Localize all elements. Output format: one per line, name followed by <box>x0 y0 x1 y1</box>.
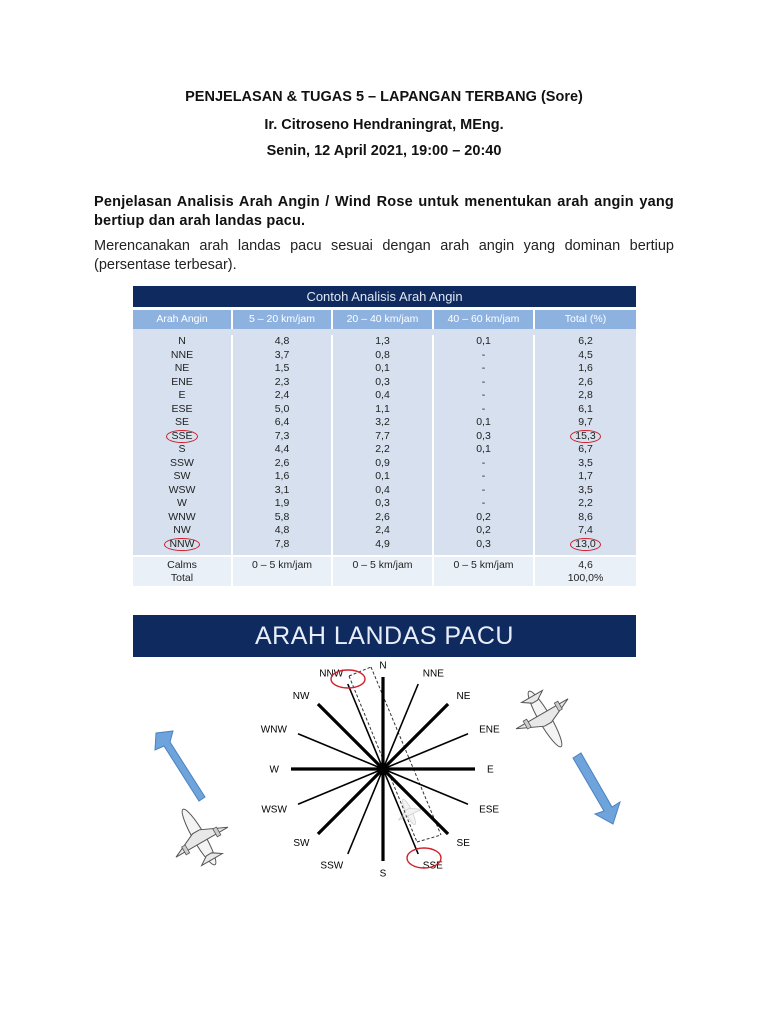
table-cell: 0,1 <box>375 470 390 482</box>
compass-label-nw: NW <box>292 690 310 702</box>
compass-label-e: E <box>487 764 494 776</box>
table-cell: - <box>481 470 486 482</box>
table-cell: 3,2 <box>375 416 390 428</box>
author-line: Ir. Citroseno Hendraningrat, MEng. <box>264 117 504 133</box>
table-cell: 0,1 <box>476 443 491 455</box>
table-header-row <box>133 310 636 329</box>
table-cell: NW <box>173 524 191 536</box>
table-footer-row <box>133 555 636 586</box>
compass-label-ene: ENE <box>479 724 500 736</box>
table-cell: 4,8 <box>274 524 290 536</box>
table-cell: SW <box>173 470 191 482</box>
table-cell: 0,1 <box>375 362 390 374</box>
airplane-icon <box>157 794 241 879</box>
grand-total: 100,0% <box>567 572 604 584</box>
table-cell: 15,3 <box>535 430 636 444</box>
speed-5-20-column <box>233 335 333 555</box>
table-cell: SE <box>174 416 189 428</box>
page-title: PENJELASAN & TUGAS 5 – LAPANGAN TERBANG (Sore) <box>185 89 583 105</box>
table-cell: 2,4 <box>375 524 390 536</box>
wind-rose-diagram <box>133 657 636 887</box>
table-cell: SSE <box>133 430 231 444</box>
header-5-20: 5 – 20 km/jam <box>233 310 333 329</box>
table-cell: WNW <box>168 510 196 523</box>
table-cell: - <box>481 389 486 401</box>
table-cell: S <box>178 443 186 455</box>
table-cell: 0,3 <box>375 497 390 509</box>
wind-analysis-table <box>133 286 636 586</box>
compass-label-w: W <box>269 764 279 776</box>
runway-banner: ARAH LANDAS PACU <box>133 615 636 657</box>
table-cell: 0,9 <box>375 456 390 469</box>
table-cell: NNE <box>170 348 194 361</box>
table-cell: 1,6 <box>274 470 290 482</box>
footer-totals <box>535 557 636 586</box>
table-cell: 8,6 <box>578 510 593 523</box>
compass-label-ssw: SSW <box>320 860 344 872</box>
footer-labels <box>133 557 233 586</box>
table-cell: 6,4 <box>274 416 290 428</box>
table-cell: 3,1 <box>274 483 290 496</box>
table-body <box>133 329 636 555</box>
calm-5-20: 0 – 5 km/jam <box>233 557 333 586</box>
table-cell: 1,5 <box>274 362 290 374</box>
table-cell: ENE <box>171 375 193 388</box>
table-cell: 2,6 <box>578 375 593 388</box>
table-cell: 6,2 <box>578 335 593 347</box>
table-cell: 6,1 <box>578 402 593 415</box>
compass-label-nne: NNE <box>422 668 444 680</box>
compass-label-ne: NE <box>456 690 471 702</box>
table-cell: - <box>481 348 486 361</box>
arrow-northwest-icon <box>155 731 205 801</box>
table-cell: 4,8 <box>274 335 290 347</box>
compass-label-n: N <box>379 660 387 672</box>
table-cell: 2,6 <box>274 456 290 469</box>
compass-label-ese: ESE <box>479 804 500 816</box>
table-cell: ESE <box>171 402 193 415</box>
header-20-40: 20 – 40 km/jam <box>333 310 434 329</box>
table-cell: 0,2 <box>476 510 491 523</box>
airplane-icon <box>503 676 587 761</box>
header-direction: Arah Angin <box>133 310 233 329</box>
compass-lines <box>291 677 475 861</box>
table-cell: 0,2 <box>476 524 491 536</box>
table-cell: 0,3 <box>476 537 491 550</box>
table-cell: 0,1 <box>476 416 491 428</box>
table-cell: 4,9 <box>375 537 390 550</box>
table-cell: 7,8 <box>274 537 290 550</box>
table-cell: 2,8 <box>578 389 593 401</box>
table-cell: 2,2 <box>578 497 593 509</box>
table-cell: 2,6 <box>375 510 390 523</box>
table-cell: 3,5 <box>578 483 593 496</box>
table-cell: SSW <box>170 456 194 469</box>
table-cell: - <box>481 362 486 374</box>
table-title: Contoh Analisis Arah Angin <box>133 286 636 307</box>
table-cell: 7,3 <box>274 429 290 442</box>
table-cell: 1,1 <box>375 402 390 415</box>
table-cell: 2,4 <box>274 389 290 401</box>
table-cell: 2,3 <box>274 375 290 388</box>
intro-paragraph: Merencanakan arah landas pacu sesuai dengan arah angin yang dominan bertiup (persentase terbesar). <box>94 238 674 273</box>
date-line: Senin, 12 April 2021, 19:00 – 20:40 <box>266 143 502 159</box>
table-cell: 1,7 <box>578 470 593 482</box>
table-cell: 7,4 <box>578 524 593 536</box>
header-40-60: 40 – 60 km/jam <box>434 310 535 329</box>
table-cell: E <box>178 389 186 401</box>
airplane-ghost-icon <box>391 794 426 830</box>
calms-label: Calms <box>167 559 197 571</box>
table-cell: NNW <box>133 538 231 552</box>
table-cell: 4,4 <box>274 443 290 455</box>
calm-total: 4,6 <box>578 559 593 571</box>
table-cell: 4,5 <box>578 348 593 361</box>
calm-40-60: 0 – 5 km/jam <box>434 557 535 586</box>
table-cell: 5,8 <box>274 510 290 523</box>
compass-label-nnw: NNW <box>319 668 344 680</box>
compass-label-sw: SW <box>293 838 310 850</box>
table-cell: 0,4 <box>375 389 390 401</box>
compass-label-s: S <box>379 868 387 880</box>
table-cell: - <box>481 483 486 496</box>
table-cell: NE <box>174 362 190 374</box>
table-cell: 9,7 <box>578 416 593 428</box>
speed-40-60-column <box>434 335 535 555</box>
table-cell: 0,8 <box>375 348 390 361</box>
table-cell: 5,0 <box>274 402 290 415</box>
table-cell: - <box>481 402 486 415</box>
calm-20-40: 0 – 5 km/jam <box>333 557 434 586</box>
table-cell: 3,5 <box>578 456 593 469</box>
table-cell: W <box>177 497 187 509</box>
compass-label-se: SE <box>456 838 470 850</box>
table-cell: 0,1 <box>476 335 491 347</box>
arrow-southeast-icon <box>573 753 620 824</box>
intro-paragraph-bold: Penjelasan Analisis Arah Angin / Wind Rose untuk menentukan arah angin yang bertiup dan arah landas pacu. <box>94 194 674 229</box>
table-cell: 2,2 <box>375 443 390 455</box>
table-cell: WSW <box>168 483 196 496</box>
table-cell: 3,7 <box>274 348 290 361</box>
table-cell: 0,3 <box>375 375 390 388</box>
total-label: Total <box>170 572 194 584</box>
table-cell: 1,9 <box>274 497 290 509</box>
compass-label-wnw: WNW <box>260 724 287 736</box>
table-cell: 13,0 <box>535 538 636 552</box>
total-column <box>535 335 636 555</box>
table-cell: 6,7 <box>578 443 593 455</box>
header-total: Total (%) <box>564 313 607 325</box>
table-cell: - <box>481 497 486 509</box>
table-cell: 0,3 <box>476 429 491 442</box>
table-cell: 1,6 <box>578 362 593 374</box>
compass-label-sse: SSE <box>422 860 443 872</box>
table-cell: 0,4 <box>375 483 390 496</box>
compass-label-wsw: WSW <box>261 804 287 816</box>
table-cell: N <box>178 335 186 347</box>
table-cell: 1,3 <box>375 335 390 347</box>
table-cell: - <box>481 375 486 388</box>
speed-20-40-column <box>333 335 434 555</box>
table-cell: 7,7 <box>375 429 390 442</box>
direction-column <box>133 335 233 555</box>
table-cell: - <box>481 456 486 469</box>
